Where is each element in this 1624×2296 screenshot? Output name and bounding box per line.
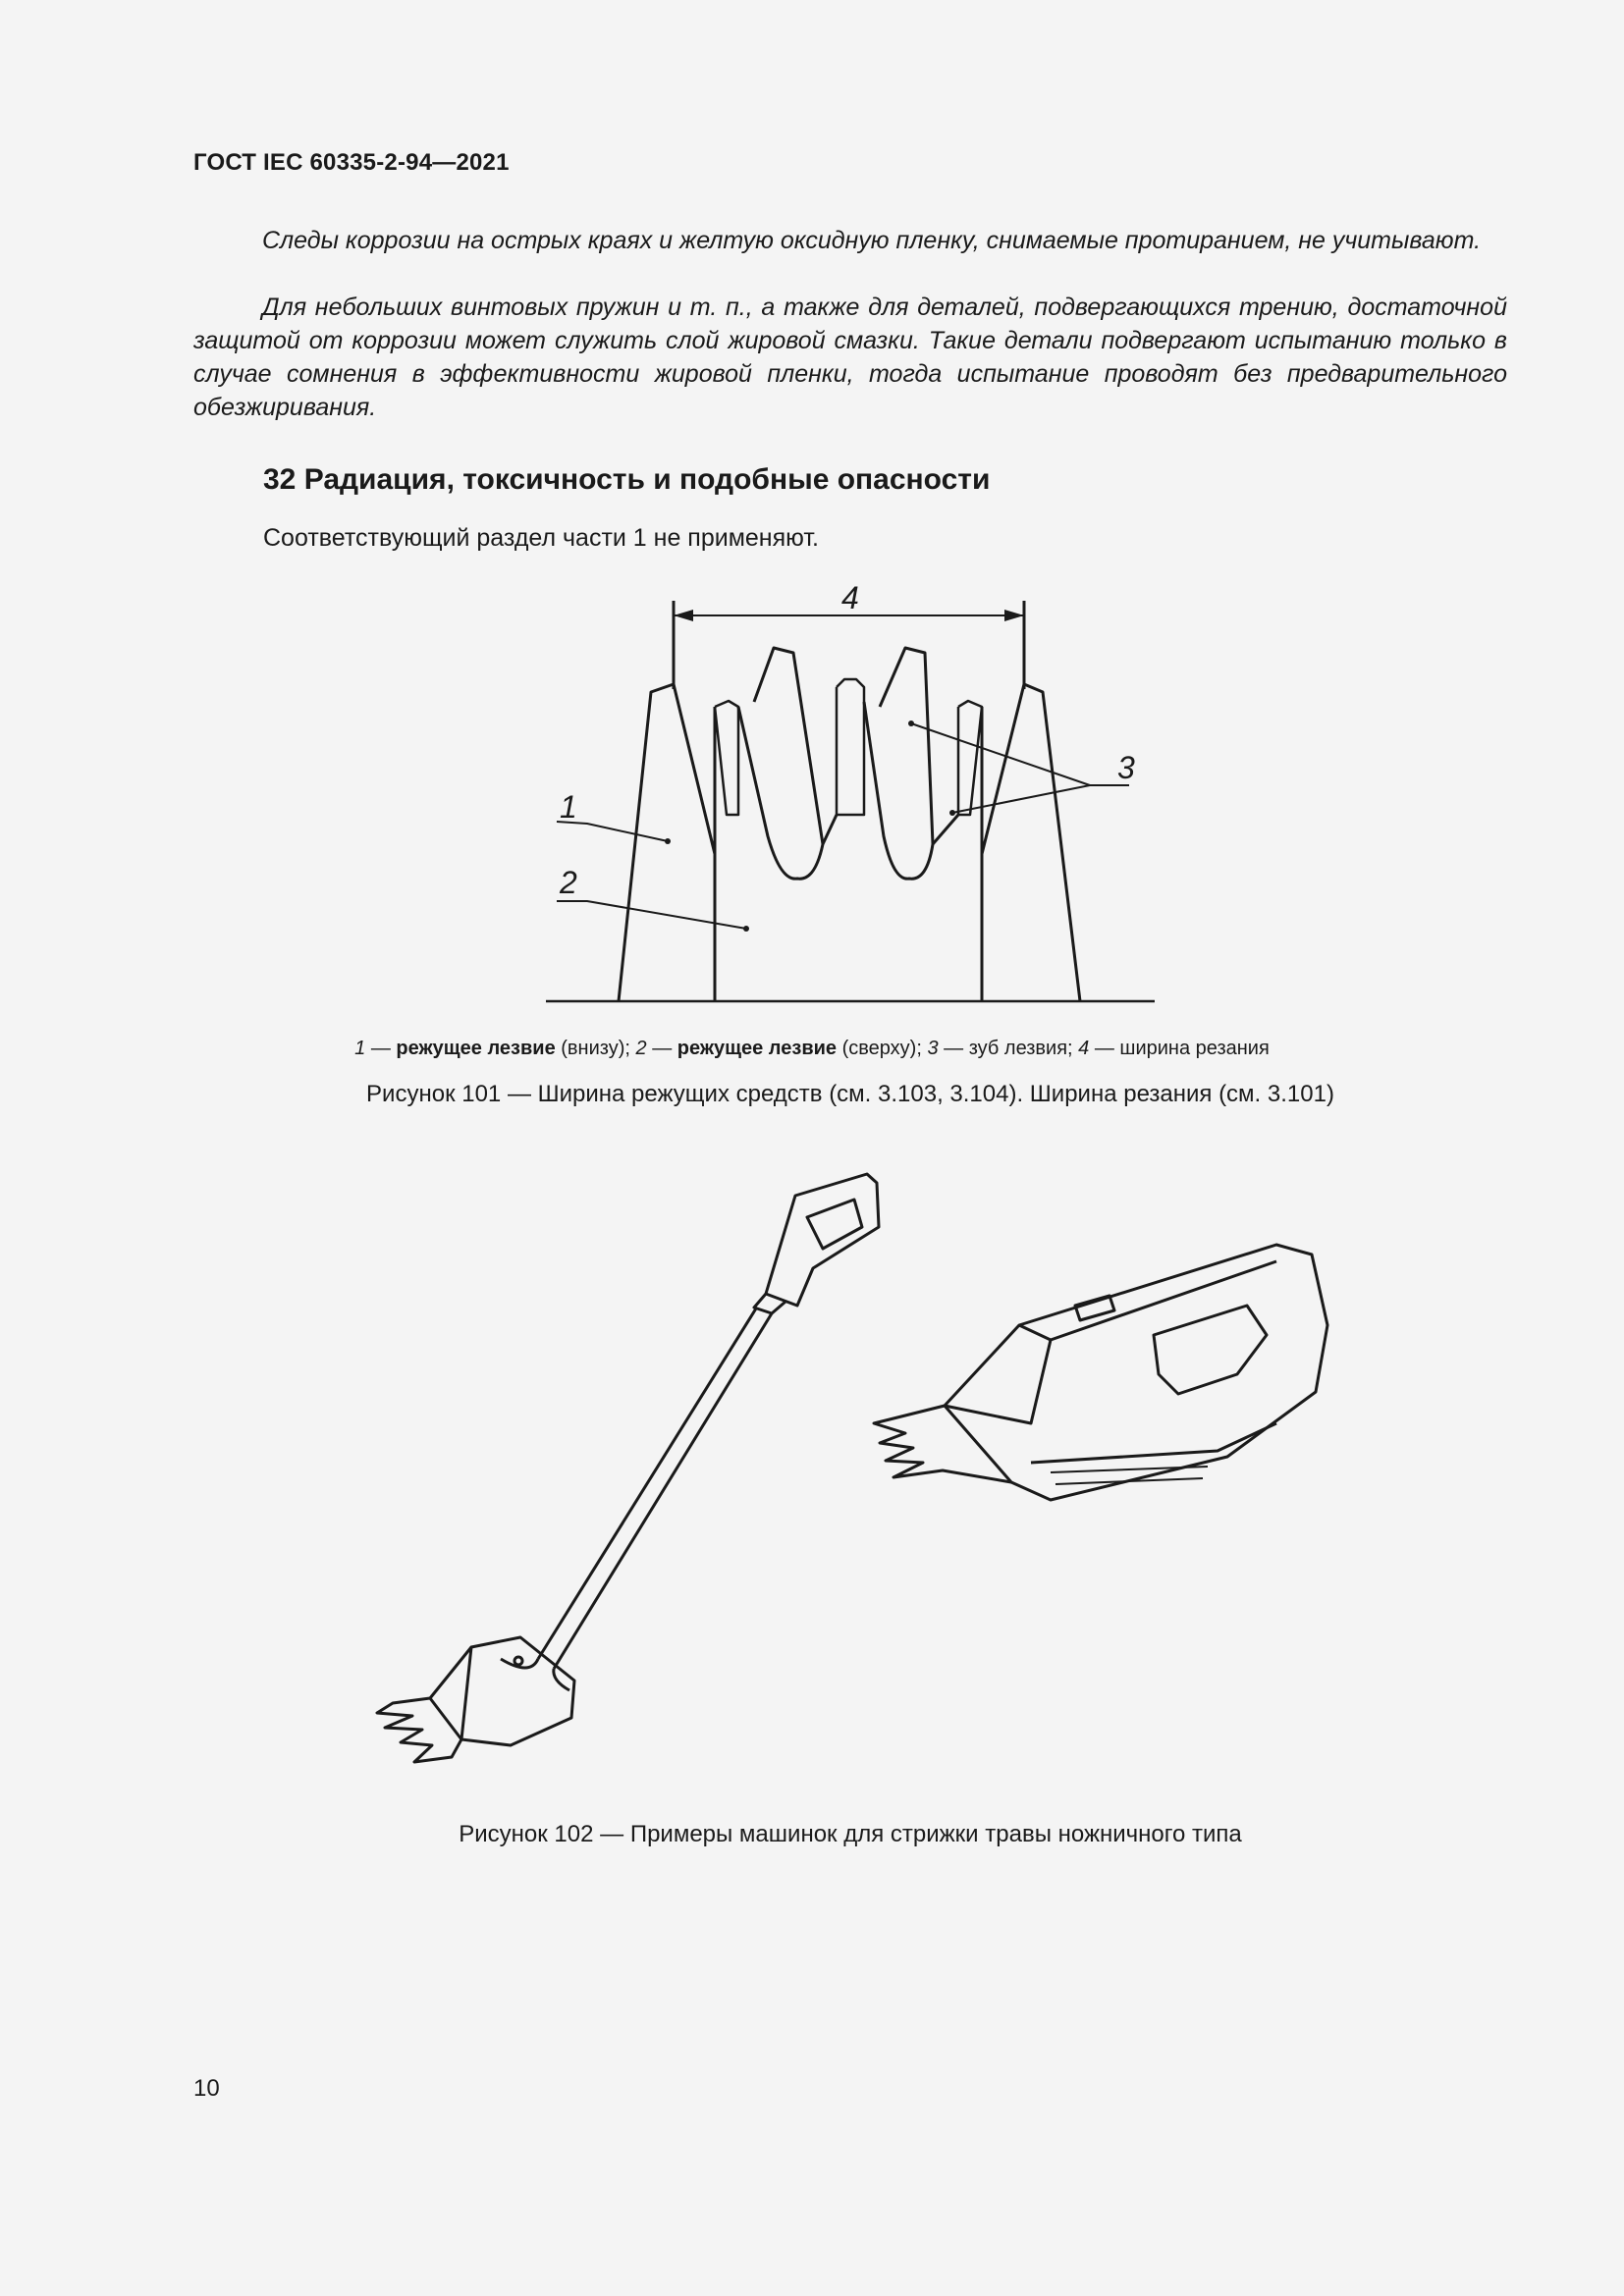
shear-head-body bbox=[430, 1637, 574, 1745]
tooth-link-1 bbox=[823, 815, 837, 844]
figure-101-legend bbox=[193, 1038, 1431, 1060]
shear-shaft-left bbox=[538, 1308, 756, 1659]
shear-blade-teeth bbox=[377, 1698, 461, 1762]
legend-dash-2: — bbox=[652, 1038, 673, 1059]
label-4: 4 bbox=[841, 580, 859, 615]
arrowhead-left bbox=[674, 610, 693, 621]
page-number: 10 bbox=[193, 2075, 220, 2102]
label-1: 1 bbox=[560, 789, 577, 825]
leader-dot-3b bbox=[949, 810, 955, 816]
legend-dash-1: — bbox=[370, 1038, 391, 1059]
top-blade-tooth-left bbox=[715, 701, 738, 815]
paragraph-2-text: Для небольших винтовых пружин и т. п., а также для деталей, подвергающихся трению, достаточной защитой от коррозии может служить слой жировой смазки. Такие детали подвергают испытанию только в случае сомнения в эффективности жировой пленки, тогда испытание проводят без предварительного обезжиривания. bbox=[193, 294, 1507, 421]
legend-s3: зуб лезвия; bbox=[968, 1038, 1073, 1059]
top-blade-tooth-middle bbox=[837, 679, 864, 815]
paragraph-1-text: Следы коррозии на острых краях и желтую оксидную пленку, снимаемые протиранием, не учитывают. bbox=[262, 227, 1482, 254]
handheld-blade-teeth bbox=[874, 1406, 1011, 1482]
leader-dot-3a bbox=[908, 721, 914, 726]
shear-head-screw bbox=[514, 1657, 522, 1665]
label-3: 3 bbox=[1117, 750, 1135, 785]
label-2: 2 bbox=[560, 865, 577, 900]
legend-dash-4: — bbox=[1094, 1038, 1114, 1059]
arrowhead-right bbox=[1004, 610, 1024, 621]
leader-1 bbox=[557, 822, 668, 841]
handheld-shear-drawing bbox=[874, 1245, 1327, 1500]
bottom-tooth-1 bbox=[738, 648, 823, 879]
leader-dot-1 bbox=[665, 838, 671, 844]
legend-s4: ширина резания bbox=[1119, 1038, 1270, 1059]
legend-s1: (внизу); bbox=[561, 1038, 630, 1059]
bottom-blade-right-edge bbox=[982, 684, 1080, 1001]
legend-n2: 2 bbox=[635, 1038, 647, 1059]
handheld-switch bbox=[1075, 1296, 1114, 1320]
leader-2 bbox=[557, 901, 746, 929]
legend-n3: 3 bbox=[927, 1038, 939, 1059]
figure-102-caption: Рисунок 102 — Примеры машинок для стрижки травы ножничного типа bbox=[459, 1821, 1242, 1847]
handheld-vent-1 bbox=[1051, 1467, 1208, 1472]
bottom-tooth-2 bbox=[864, 648, 933, 879]
legend-dash-3: — bbox=[944, 1038, 964, 1059]
leader-dot-2 bbox=[743, 926, 749, 932]
handheld-front-face bbox=[945, 1340, 1051, 1423]
leader-3a bbox=[911, 723, 1129, 785]
legend-t2: режущее лезвие bbox=[677, 1038, 838, 1059]
legend-n1: 1 bbox=[354, 1038, 366, 1059]
handheld-grip-opening bbox=[1154, 1306, 1267, 1394]
shear-handle-grip bbox=[766, 1174, 879, 1306]
document-code: ГОСТ IEC 60335-2-94—2021 bbox=[193, 149, 510, 176]
tooth-link-2 bbox=[933, 815, 958, 844]
handheld-top-ridge bbox=[1019, 1261, 1276, 1340]
handheld-vent-2 bbox=[1056, 1478, 1203, 1484]
shear-head-edge bbox=[461, 1647, 471, 1739]
section-title: 32 Радиация, токсичность и подобные опасности bbox=[263, 463, 991, 496]
handheld-underside bbox=[1031, 1423, 1276, 1463]
shear-shaft-right bbox=[554, 1313, 772, 1669]
long-handle-shear-drawing bbox=[377, 1174, 879, 1762]
legend-n4: 4 bbox=[1078, 1038, 1090, 1059]
legend-t1: режущее лезвие bbox=[396, 1038, 556, 1059]
handheld-body-outline bbox=[945, 1245, 1327, 1500]
figure-101-caption: Рисунок 101 — Ширина режущих средств (см. 3.103, 3.104). Ширина резания (см. 3.101) bbox=[366, 1081, 1334, 1107]
section-text: Соответствующий раздел части 1 не применяют. bbox=[263, 524, 819, 552]
legend-s2: (сверху); bbox=[841, 1038, 922, 1059]
top-blade-tooth-right bbox=[958, 701, 982, 815]
